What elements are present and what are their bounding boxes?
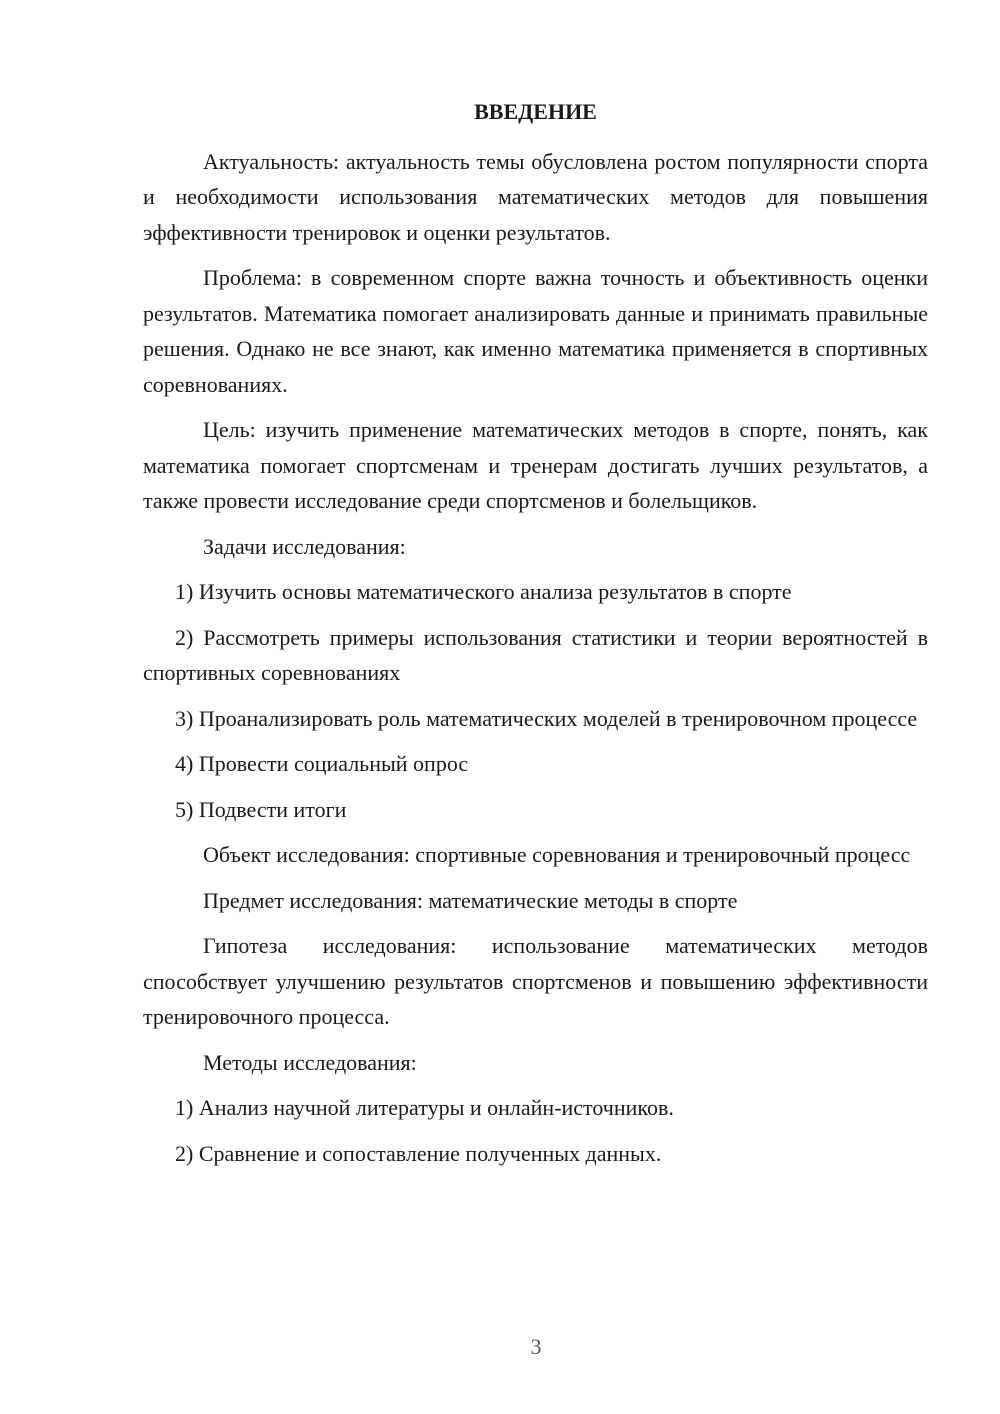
- hypothesis-paragraph: Гипотеза исследования: использование математических методов способствует улучшению результатов спортсменов и повышению эффективности тренировочного процесса.: [143, 933, 928, 1029]
- section-title: ВВЕДЕНИЕ: [474, 99, 597, 124]
- method-item-2: 2) Сравнение и сопоставление полученных данных.: [175, 1140, 662, 1166]
- method-item-1: 1) Анализ научной литературы и онлайн-источников.: [175, 1095, 674, 1120]
- task-item-2: 2) Рассмотреть примеры использования статистики и теории вероятностей в спортивных соревнованиях: [143, 624, 928, 685]
- problem-paragraph: Проблема: в современном спорте важна точность и объективность оценки результатов. Математика помогает анализировать данные и принимать правильные решения. Однако не все знают, как именно математика применяется в спортивных соревнованиях.: [143, 265, 928, 397]
- task-item-3: 3) Проанализировать роль математических моделей в тренировочном процессе: [175, 705, 918, 731]
- task-item-5: 5) Подвести итоги: [175, 796, 347, 822]
- relevance-paragraph: Актуальность: актуальность темы обусловлена ростом популярности спорта и необходимости использования математических методов для повышения эффективности тренировок и оценки результатов.: [143, 148, 928, 245]
- object-paragraph: Объект исследования: спортивные соревнования и тренировочный процесс: [203, 842, 911, 867]
- page-number: 3: [530, 1334, 542, 1359]
- task-item-1: 1) Изучить основы математического анализа результатов в спорте: [175, 579, 792, 604]
- task-item-4: 4) Провести социальный опрос: [175, 751, 469, 776]
- page-content: [143, 94, 928, 1181]
- tasks-heading: Задачи исследования:: [203, 533, 406, 559]
- subject-paragraph: Предмет исследования: математические методы в спорте: [203, 887, 738, 913]
- methods-heading: Методы исследования:: [203, 1049, 417, 1075]
- goal-paragraph: Цель: изучить применение математических методов в спорте, понять, как математика помогает спортсменам и тренерам достигать лучших результатов, а также провести исследование среди спортсменов и болельщиков.: [143, 417, 928, 513]
